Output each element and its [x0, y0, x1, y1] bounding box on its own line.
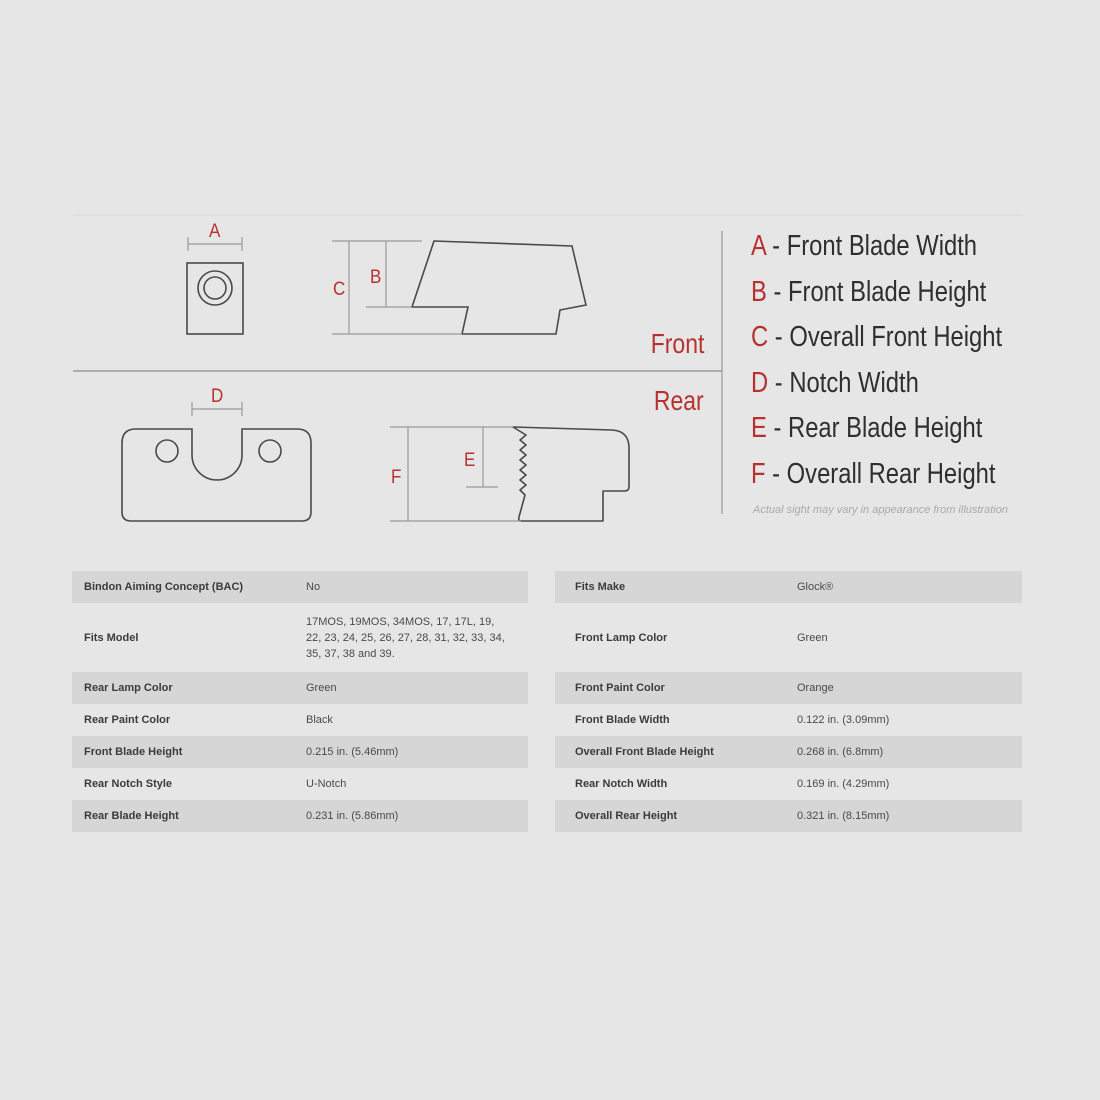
legend-separator: -	[773, 275, 782, 308]
spec-key: Rear Lamp Color	[84, 682, 173, 694]
spec-key: Fits Model	[84, 631, 139, 644]
spec-key: Bindon Aiming Concept (BAC)	[84, 581, 244, 593]
dimension-f-line	[390, 427, 521, 521]
spec-row	[72, 736, 528, 768]
spec-value: Black	[306, 714, 333, 726]
spec-key: Rear Notch Style	[84, 778, 173, 790]
front-blade-end-view	[187, 263, 243, 334]
spec-key: Rear Blade Height	[84, 810, 179, 822]
spec-value: 0.122 in. (3.09mm)	[797, 714, 890, 726]
spec-row	[72, 672, 528, 704]
spec-row	[72, 603, 528, 672]
spec-key: Overall Front Blade Height	[575, 746, 714, 758]
spec-row	[72, 800, 528, 832]
rear-section-label: Rear	[654, 385, 704, 416]
legend-separator: -	[772, 230, 781, 262]
spec-value: Green	[797, 631, 828, 644]
legend-item-c	[751, 317, 1003, 363]
spec-row	[72, 571, 528, 603]
rear-blade-side-profile	[513, 427, 629, 521]
dimension-label-e: E	[464, 448, 476, 471]
dimension-legend	[751, 226, 1051, 500]
legend-letter: D	[751, 366, 769, 399]
legend-separator: -	[772, 457, 781, 490]
spec-key: Front Blade Width	[575, 714, 670, 726]
spec-key: Front Blade Height	[84, 746, 183, 758]
dimension-c-line	[332, 241, 462, 334]
spec-row	[72, 704, 528, 736]
spec-key: Rear Paint Color	[84, 714, 171, 726]
spec-row	[555, 603, 1022, 672]
legend-separator: -	[773, 412, 782, 445]
legend-text: Front Blade Width	[786, 230, 978, 262]
legend-letter: F	[751, 457, 766, 490]
spec-key: Front Paint Color	[575, 682, 665, 694]
spec-value: Glock®	[797, 581, 834, 593]
spec-value: U-Notch	[306, 778, 347, 790]
spec-key: Overall Rear Height	[575, 810, 678, 822]
rear-blade-end-view	[122, 429, 311, 521]
spec-row	[555, 704, 1022, 736]
spec-value: No	[306, 581, 321, 593]
dimension-label-c: C	[333, 277, 346, 300]
dimension-label-a: A	[209, 219, 221, 242]
legend-item-f	[751, 454, 997, 500]
spec-key: Front Lamp Color	[575, 631, 668, 644]
legend-separator: -	[774, 321, 783, 354]
illustration-disclaimer: Actual sight may vary in appearance from illustration	[753, 504, 1008, 516]
spec-row	[555, 768, 1022, 800]
legend-letter: B	[751, 275, 767, 308]
dimension-label-f: F	[391, 465, 402, 488]
spec-row	[555, 800, 1022, 832]
spec-key: Rear Notch Width	[575, 778, 668, 790]
legend-item-a	[751, 226, 997, 272]
spec-row	[72, 768, 528, 800]
spec-table-right	[555, 571, 1022, 832]
legend-text: Notch Width	[789, 366, 919, 399]
legend-text: Front Blade Height	[788, 275, 987, 308]
spec-value: 0.215 in. (5.46mm)	[306, 746, 399, 758]
spec-value: 17MOS, 19MOS, 34MOS, 17, 17L, 19, 22, 23, 24, 25, 26, 27, 28, 31, 32, 33, 34, 35, 37, 38 and 39.	[306, 615, 505, 660]
spec-value: 0.231 in. (5.86mm)	[306, 810, 399, 822]
legend-text: Rear Blade Height	[788, 412, 983, 445]
dimension-label-d: D	[211, 384, 224, 407]
legend-item-b	[751, 272, 997, 318]
legend-text: Overall Rear Height	[786, 457, 996, 490]
legend-letter: A	[751, 230, 766, 262]
front-blade-side-profile	[412, 241, 586, 334]
spec-row	[555, 736, 1022, 768]
rear-blade-dot-holes	[156, 440, 281, 462]
dimension-label-b: B	[370, 265, 382, 288]
spec-table-left	[72, 571, 528, 832]
spec-value: 0.268 in. (6.8mm)	[797, 746, 884, 758]
legend-item-d	[751, 363, 997, 409]
legend-letter: C	[751, 321, 769, 354]
spec-value: 0.169 in. (4.29mm)	[797, 778, 890, 790]
spec-value: Green	[306, 682, 337, 694]
spec-key: Fits Make	[575, 581, 626, 593]
spec-value: 0.321 in. (8.15mm)	[797, 810, 890, 822]
legend-separator: -	[774, 366, 783, 399]
spec-row	[555, 672, 1022, 704]
spec-value: Orange	[797, 682, 834, 694]
legend-item-e	[751, 408, 997, 454]
legend-text: Overall Front Height	[789, 321, 1003, 354]
front-section-label: Front	[650, 328, 704, 359]
legend-letter: E	[751, 412, 767, 445]
spec-row	[555, 571, 1022, 603]
